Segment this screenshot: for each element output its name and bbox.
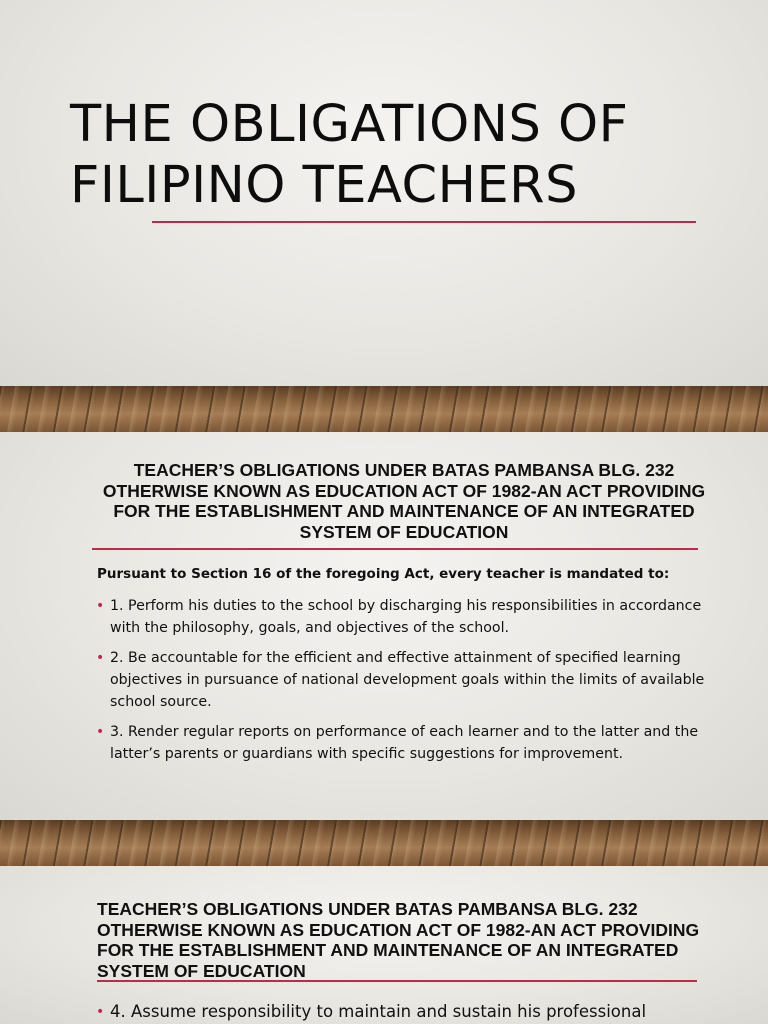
obligations-list xyxy=(96,595,706,773)
list-item xyxy=(96,1000,706,1024)
title-slide xyxy=(0,0,768,386)
bullet-icon: • xyxy=(96,649,105,666)
slide-heading: TEACHER’S OBLIGATIONS UNDER BATAS PAMBANSA BLG. 232 OTHERWISE KNOWN AS EDUCATION ACT OF 1982-AN ACT PROVIDING FOR THE ESTABLISHMENT AND MAINTENANCE OF AN INTEGRATED SYSTEM OF EDUCATION xyxy=(97,899,700,981)
list-item xyxy=(96,647,706,714)
list-item-text: 3. Render regular reports on performance of each learner and to the latter and the latter’s parents or guardians with specific suggestions for improvement. xyxy=(110,724,699,763)
list-item xyxy=(96,721,706,765)
intro-text: Pursuant to Section 16 of the foregoing Act, every teacher is mandated to: xyxy=(97,566,670,582)
list-item-text: 2. Be accountable for the efficient and effective attainment of specified learning objectives in pursuance of national development goals within the limits of available school source. xyxy=(110,649,705,711)
heading-underline xyxy=(92,548,698,550)
bullet-icon: • xyxy=(96,1004,105,1020)
list-item xyxy=(96,595,706,639)
title-line-1: THE OBLIGATIONS OF xyxy=(70,95,629,154)
title-line-2: FILIPINO TEACHERS xyxy=(70,156,578,215)
bullet-icon: • xyxy=(96,598,105,614)
title-underline xyxy=(152,221,696,223)
slide-title xyxy=(70,94,730,216)
obligations-slide-2 xyxy=(0,866,768,1024)
list-item-text: 1. Perform his duties to the school by discharging his responsibilities in accordance with the philosophy, goals, and objectives of the school. xyxy=(110,598,702,637)
obligations-list xyxy=(96,1000,706,1024)
obligations-slide-1 xyxy=(0,432,768,820)
wood-floor-divider xyxy=(0,386,768,432)
heading-underline xyxy=(97,980,697,982)
bullet-icon: • xyxy=(96,724,105,741)
slide-heading: TEACHER’S OBLIGATIONS UNDER BATAS PAMBANSA BLG. 232 OTHERWISE KNOWN AS EDUCATION ACT OF 1982-AN ACT PROVIDING FOR THE ESTABLISHMENT AND MAINTENANCE OF AN INTEGRATED SYSTEM OF EDUCATION xyxy=(102,460,706,542)
wood-floor-divider xyxy=(0,820,768,866)
list-item-text: 4. Assume responsibility to maintain and sustain his professional xyxy=(110,1002,647,1021)
